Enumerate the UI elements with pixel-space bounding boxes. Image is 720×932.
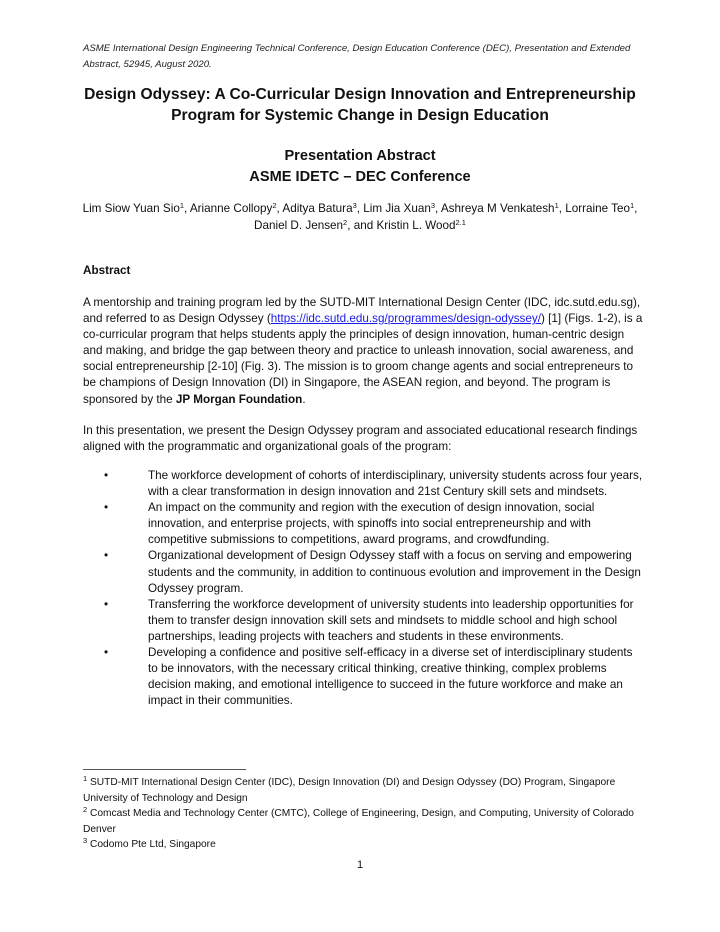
affiliation-mark: 2.1 [455,218,466,227]
bullet-icon: • [104,501,109,515]
title-line-2: Program for Systemic Change in Design Education [171,107,549,124]
author: Aditya Batura$^3$, [282,201,364,215]
subtitle-line-1: Presentation Abstract [284,148,436,164]
footnote: $^3$ Codomo Pte Ltd, Singapore [83,836,216,850]
bullet-item: • Transferring the workforce development of university students into leadership opportunities for them to transfer design innovation skill sets and mindsets to middle school and high school partnerships, leading projects with teachers and students in these environments. [104,597,634,643]
author: Ashreya M Venkatesh$^1$, [440,201,566,215]
affiliation-mark: 3 [430,201,435,210]
author-list [70,200,650,234]
affiliation-mark: 3 [352,201,357,210]
author: Daniel D. Jensen$^2$, and [254,218,377,232]
affiliation-mark: 2 [343,218,348,227]
paper-subtitle [60,146,660,188]
abstract-paragraph-1: A mentorship and training program led by the SUTD-MIT International Design Center (IDC, idc.sutd.edu.sg), and referred to as Design Odyssey (https://idc.sutd.edu.sg/programmes/design-odyssey/) [1] (Figs. 1-2), is a co-curricular program that helps students apply the principles of design innovation, human-centric design and making, and bridge the gap between theory and practice to unleash innovation, social awareness, and social entrepreneurship [2-10] (Fig. 3). The mission is to groom change agents and social entrepreneurs to be champions of Design Innovation (DI) in Singapore, the ASEAN region, and beyond. The program is sponsored by the JP Morgan Foundation. [83,296,643,406]
title-line-1: Design Odyssey: A Co-Curricular Design Innovation and Entrepreneurship [84,86,636,103]
affiliation-mark: 1 [554,201,559,210]
author: Lim Jia Xuan$^3$, [363,201,441,215]
footnotes [83,775,643,853]
goals-bullet-list [83,468,643,709]
affiliation-mark: 2 [272,201,277,210]
affiliation-mark: 1 [179,201,184,210]
bullet-icon: • [104,549,109,563]
bullet-icon: • [104,469,109,482]
abstract-heading: Abstract [83,264,131,277]
author: Arianne Collopy$^2$, [189,201,283,215]
author: Lorraine Teo$^1$, [565,201,638,215]
bullet-item: • An impact on the community and region with the execution of design innovation, social innovation, and enterprise projects, with spinoffs into social entrepreneurship and with competitive submissions to competitions, award programs, and crowdfunding. [104,501,595,547]
footnote: $^2$ Comcast Media and Technology Center (CMTC), College of Engineering, Design, and Computing, University of Colorado Denver [83,805,634,835]
bullet-item: • The workforce development of cohorts of interdisciplinary, university students across four years, with a clear transformation in design innovation and 21st Century skill sets and mindsets. [104,469,643,499]
abstract-paragraph-2: In this presentation, we present the Design Odyssey program and associated educational research findings aligned with the programmatic and organizational goals of the program: [83,424,638,454]
bullet-item: • Organizational development of Design Odyssey staff with a focus on serving and empowering students and the community, in addition to continuous evolution and improvement in the Design Odyssey program. [104,549,641,595]
page-number: 1 [356,859,364,871]
sponsor-name: JP Morgan Foundation [175,392,303,406]
bullet-icon: • [104,597,109,611]
footnote-mark: 2 [83,805,88,814]
author: Lim Siow Yuan Sio$^1$, [82,201,190,215]
bullet-item: • Developing a confidence and positive self-efficacy in a diverse set of interdisciplinary students to be innovators, with the necessary critical thinking, creative thinking, complex problems decision making, and emotional intelligence to succeed in the future workforce and make an impact in their communities. [104,646,633,708]
subtitle-line-2: ASME IDETC – DEC Conference [249,169,471,185]
footnote-mark: 3 [83,836,88,845]
bullet-icon: • [104,646,109,660]
footnote-mark: 1 [83,774,88,783]
affiliation-mark: 1 [630,201,635,210]
footnote: $^1$ SUTD-MIT International Design Center (IDC), Design Innovation (DI) and Design Odyssey (DO) Program, Singapore University of Technology and Design [83,774,616,804]
author: Kristin L. Wood$^{2.1}$ [376,218,466,232]
footnote-divider [83,769,246,770]
paper-title [60,84,660,126]
program-link[interactable]: https://idc.sutd.edu.sg/programmes/design-odyssey/ [270,312,541,326]
running-header: ASME International Design Engineering Technical Conference, Design Education Conference (DEC), Presentation and Extended Abstract, 52945, August 2020. [83,43,631,70]
